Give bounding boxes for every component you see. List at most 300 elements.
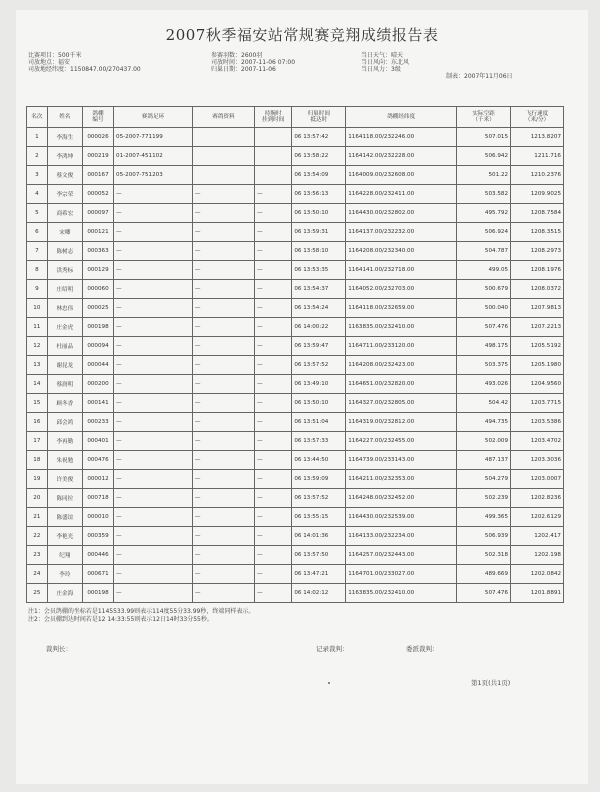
table-row [27,299,564,318]
table-cell: 000233 [82,413,113,432]
meta-line: 当日天气：晴天 [361,52,404,59]
table-cell [192,166,254,185]
table-cell: — [114,299,193,318]
table-cell: — [255,337,292,356]
table-cell: — [114,508,193,527]
table-cell: 1208.7584 [511,204,564,223]
column-header: 姓名 [47,107,82,128]
table-cell: 1208.3515 [511,223,564,242]
table-row [27,508,564,527]
table-cell: 06 13:57:33 [292,432,346,451]
table-cell: 许美俊 [47,470,82,489]
table-cell: 487.137 [457,451,511,470]
table-cell: 504.42 [457,394,511,413]
table-cell: 2 [27,147,48,166]
table-cell: — [255,280,292,299]
table-cell: 06 13:50:10 [292,204,346,223]
table-cell: 06 13:54:09 [292,166,346,185]
table-row [27,375,564,394]
table-cell: 1202.6129 [511,508,564,527]
table-cell: 1211.716 [511,147,564,166]
table-row [27,242,564,261]
table-cell: — [192,489,254,508]
table-cell: 1164227.00/232455.00 [346,432,457,451]
table-cell: 498.175 [457,337,511,356]
meta-race-info [28,52,141,74]
table-cell: 邱会鸿 [47,413,82,432]
table-cell: — [114,394,193,413]
table-cell: 493.026 [457,375,511,394]
table-cell: 1207.9813 [511,299,564,318]
table-cell [255,166,292,185]
table-cell: — [192,280,254,299]
table-cell: 1202.198 [511,546,564,565]
table-cell: 000198 [82,318,113,337]
table-cell: 杜丽品 [47,337,82,356]
table-cell: 494.735 [457,413,511,432]
table-cell: 谢昆龙 [47,356,82,375]
table-cell: 06 13:56:13 [292,185,346,204]
table-cell: 1203.7715 [511,394,564,413]
table-cell: 000198 [82,584,113,603]
table-cell: — [114,565,193,584]
table-cell: 000044 [82,356,113,375]
table-cell: — [192,470,254,489]
table-cell: — [114,261,193,280]
table-cell: — [255,356,292,375]
table-cell: 10 [27,299,48,318]
table-cell: 06 13:47:21 [292,565,346,584]
table-cell: — [255,204,292,223]
table-cell: 000012 [82,470,113,489]
table-cell: — [192,261,254,280]
column-header: 归巢时间 抵达时 [292,107,346,128]
table-cell: 000121 [82,223,113,242]
table-cell: 8 [27,261,48,280]
column-header: 鸽棚 编号 [82,107,113,128]
table-cell: 000359 [82,527,113,546]
table-cell: 06 13:58:10 [292,242,346,261]
table-cell [192,128,254,147]
table-cell: 1207.2213 [511,318,564,337]
table-cell: 陈树志 [47,242,82,261]
table-cell: 06 13:54:24 [292,299,346,318]
table-row [27,128,564,147]
table-cell: — [114,546,193,565]
table-cell [255,128,292,147]
report-sheet [16,10,588,784]
table-cell: 000401 [82,432,113,451]
table-cell: 495.792 [457,204,511,223]
table-row [27,356,564,375]
table-row [27,280,564,299]
table-cell: 06 14:01:36 [292,527,346,546]
table-row [27,527,564,546]
table-cell: 000060 [82,280,113,299]
table-cell: 1202.8236 [511,489,564,508]
table-cell: 1164319.00/232812.00 [346,413,457,432]
table-cell: 庄金海 [47,584,82,603]
table-cell: 06 13:57:42 [292,128,346,147]
table-cell: 6 [27,223,48,242]
table-cell: — [192,546,254,565]
table-cell: 1203.4702 [511,432,564,451]
table-cell: 499.365 [457,508,511,527]
table-cell: 1164118.00/232659.00 [346,299,457,318]
table-cell: 13 [27,356,48,375]
table-cell: 504.787 [457,242,511,261]
table-cell: — [114,337,193,356]
table-cell: — [192,356,254,375]
meta-prepared-date: 制表：2007年11月06日 [446,73,513,80]
table-cell: 501.22 [457,166,511,185]
column-header: 赛鸽资料 [192,107,254,128]
table-cell: 06 13:59:31 [292,223,346,242]
table-cell: 1164327.00/232805.00 [346,394,457,413]
table-header-row [27,107,564,128]
table-cell: 000129 [82,261,113,280]
recorder-signature-label: 记录裁判： [316,645,349,653]
table-row [27,147,564,166]
table-cell: 06 13:57:52 [292,356,346,375]
table-cell: 06 13:44:50 [292,451,346,470]
table-cell: — [192,432,254,451]
table-cell: 1164208.00/232340.00 [346,242,457,261]
table-row [27,337,564,356]
table-cell: 15 [27,394,48,413]
table-row [27,261,564,280]
table-cell: 1164052.00/232703.00 [346,280,457,299]
table-cell: 507.476 [457,318,511,337]
table-cell: 503.375 [457,356,511,375]
table-cell: 1205.5192 [511,337,564,356]
meta-line: 司放时间：2007-11-06 07:00 [211,59,296,67]
table-cell: 庄绍明 [47,280,82,299]
table-cell: — [255,584,292,603]
table-cell: 1209.9025 [511,185,564,204]
table-cell: 06 13:57:52 [292,489,346,508]
table-cell: — [114,375,193,394]
table-cell [255,147,292,166]
table-cell: 1203.0007 [511,470,564,489]
table-row [27,489,564,508]
column-header: 持腕时 挂到时间 [255,107,292,128]
column-header: 实际空距 （千米） [457,107,511,128]
table-cell: — [255,394,292,413]
table-cell: 陈同拉 [47,489,82,508]
table-cell: 06 13:51:04 [292,413,346,432]
table-cell: 1164142.00/232228.00 [346,147,457,166]
column-header: 赛鸽足环 [114,107,193,128]
table-cell: 李再勤 [47,432,82,451]
table-cell: — [255,261,292,280]
table-cell: 000167 [82,166,113,185]
column-header: 飞行速度 （米/分） [511,107,564,128]
table-cell: 21 [27,508,48,527]
table-cell: 12 [27,337,48,356]
table-cell: 1164009.00/232608.00 [346,166,457,185]
table-cell: — [192,185,254,204]
table-cell: 000446 [82,546,113,565]
table-cell: 500.040 [457,299,511,318]
table-cell: — [255,432,292,451]
table-cell: — [114,413,193,432]
column-header: 名次 [27,107,48,128]
table-cell: 11 [27,318,48,337]
table-row [27,223,564,242]
table-cell: — [192,584,254,603]
table-cell: 1164430.00/232539.00 [346,508,457,527]
table-cell: 06 13:59:47 [292,337,346,356]
table-cell: — [255,508,292,527]
table-cell: 502.009 [457,432,511,451]
table-cell: 1163835.00/232410.00 [346,318,457,337]
table-row [27,204,564,223]
table-cell: 507.476 [457,584,511,603]
table-cell: — [255,185,292,204]
table-cell: 1164651.00/232820.00 [346,375,457,394]
table-cell: 洪秀标 [47,261,82,280]
table-cell: 宋卿 [47,223,82,242]
table-cell: — [192,375,254,394]
table-cell: 李艳光 [47,527,82,546]
table-cell: — [114,242,193,261]
meta-line: 当日风力：3级 [361,66,401,74]
table-cell: 05-2007-771199 [114,128,193,147]
table-cell: 06 13:54:37 [292,280,346,299]
table-cell: — [192,223,254,242]
table-cell: 500.679 [457,280,511,299]
table-cell: 06 13:49:10 [292,375,346,394]
table-cell: 20 [27,489,48,508]
table-cell: 06 13:58:22 [292,147,346,166]
meta-weather-info [361,52,409,74]
footnote: 注1：会员鸽棚的坐标若是1145533.99则表示114度55分33.99秒，终端同样表示。 [28,608,255,615]
table-row [27,546,564,565]
table-cell: — [192,413,254,432]
table-cell: 000094 [82,337,113,356]
table-cell: 李宗荣 [47,185,82,204]
table-cell: 1202.0842 [511,565,564,584]
table-cell: 06 14:00:22 [292,318,346,337]
table-cell: 22 [27,527,48,546]
ink-dot [328,682,330,684]
table-cell: 1208.2973 [511,242,564,261]
table-cell: — [255,375,292,394]
table-cell: 506.924 [457,223,511,242]
reviewer-signature-label: 委派裁判： [406,645,439,653]
table-cell: 1208.0372 [511,280,564,299]
table-cell: — [114,470,193,489]
table-cell: — [114,432,193,451]
table-cell: 1164118.00/232246.00 [346,128,457,147]
table-cell: 000476 [82,451,113,470]
page-number: 第1页(共1页) [471,679,511,687]
results-table [26,106,564,603]
table-cell: — [255,299,292,318]
table-row [27,166,564,185]
table-cell: 庄金虎 [47,318,82,337]
table-cell: 1164211.00/232353.00 [346,470,457,489]
table-cell: — [114,489,193,508]
table-cell: 06 13:53:35 [292,261,346,280]
table-row [27,584,564,603]
table-cell: 25 [27,584,48,603]
table-cell: — [255,527,292,546]
table-cell: — [255,489,292,508]
table-cell: — [192,337,254,356]
table-cell: — [255,470,292,489]
table-cell: 1203.3036 [511,451,564,470]
table-cell: — [192,318,254,337]
table-cell: — [192,527,254,546]
table-body [27,128,564,603]
table-cell: 9 [27,280,48,299]
referee-signature-label: 裁判长： [46,645,72,653]
table-cell: 06 13:57:50 [292,546,346,565]
table-cell: 1164257.00/232443.00 [346,546,457,565]
table-row [27,413,564,432]
table-cell: — [114,527,193,546]
table-cell: 18 [27,451,48,470]
table-cell: 1205.1980 [511,356,564,375]
table-cell: 1164248.00/232452.00 [346,489,457,508]
table-cell: 000219 [82,147,113,166]
table-cell: — [255,546,292,565]
meta-release-info [211,52,295,74]
table-cell: 504.279 [457,470,511,489]
table-cell: 1164133.00/232234.00 [346,527,457,546]
table-cell: 507.015 [457,128,511,147]
table-cell: 1201.8891 [511,584,564,603]
table-cell: — [255,242,292,261]
table-cell: 06 13:59:09 [292,470,346,489]
table-row [27,394,564,413]
table-cell: 14 [27,375,48,394]
table-cell: 506.942 [457,147,511,166]
table-cell: 16 [27,413,48,432]
table-cell: — [255,413,292,432]
table-cell: 000200 [82,375,113,394]
table-cell: — [255,451,292,470]
table-cell: — [192,204,254,223]
table-cell: 1164701.00/233027.00 [346,565,457,584]
table-cell: 陈盛谊 [47,508,82,527]
table-cell: 000010 [82,508,113,527]
table-row [27,318,564,337]
table-cell: 05-2007-751203 [114,166,193,185]
column-header: 鸽棚经纬度 [346,107,457,128]
table-cell: — [114,356,193,375]
table-cell: 纪翔 [47,546,82,565]
table-cell: — [255,223,292,242]
table-cell: 1208.1976 [511,261,564,280]
table-cell: 4 [27,185,48,204]
table-cell: 489.669 [457,565,511,584]
table-cell: 1164739.00/233143.00 [346,451,457,470]
meta-line: 当日风向：东北风 [361,59,410,67]
table-cell: 1202.417 [511,527,564,546]
table-cell: 顾冬香 [47,394,82,413]
table-cell: 5 [27,204,48,223]
table-cell: 1204.9560 [511,375,564,394]
table-cell: 1164141.00/232718.00 [346,261,457,280]
table-cell: 李玲 [47,565,82,584]
meta-line: 比赛项目：500千米 [28,52,82,59]
table-cell: — [255,318,292,337]
table-cell: 000025 [82,299,113,318]
table-cell: 06 14:02:12 [292,584,346,603]
table-cell: 3 [27,166,48,185]
table-cell: 1163835.00/232410.00 [346,584,457,603]
table-cell: 1213.8207 [511,128,564,147]
table-cell: — [192,394,254,413]
meta-line: 司放地经纬度：1150847.00/270437.00 [28,66,141,74]
table-cell: 24 [27,565,48,584]
table-cell: — [114,223,193,242]
meta-line: 司放地点：福安 [28,59,71,67]
table-cell: — [114,451,193,470]
table-cell: — [114,280,193,299]
table-cell: 1164228.00/232411.00 [346,185,457,204]
table-cell: 蔡文俊 [47,166,82,185]
table-cell: 商希宏 [47,204,82,223]
table-cell: 000026 [82,128,113,147]
table-cell: 林忠伟 [47,299,82,318]
table-cell: 1164711.00/233120.00 [346,337,457,356]
table-cell: 000097 [82,204,113,223]
table-cell: 000141 [82,394,113,413]
table-cell: 502.239 [457,489,511,508]
table-cell: — [192,299,254,318]
table-cell: — [255,565,292,584]
table-cell: 000718 [82,489,113,508]
table-row [27,451,564,470]
table-cell: 1210.2376 [511,166,564,185]
table-cell: 1 [27,128,48,147]
footnotes [28,608,254,624]
table-cell: — [192,451,254,470]
table-row [27,565,564,584]
table-cell: — [114,185,193,204]
table-cell: 7 [27,242,48,261]
footnote: 注2：会员棚到达时间若是12 14:33:55则表示12日14时33分55秒。 [28,616,213,623]
table-cell: 502.318 [457,546,511,565]
meta-line: 归巢日期：2007-11-06 [211,66,276,74]
table-cell: — [114,584,193,603]
table-cell: 499.05 [457,261,511,280]
table-cell: 朱祝勉 [47,451,82,470]
table-cell: 17 [27,432,48,451]
table-cell: 1164208.00/232423.00 [346,356,457,375]
table-cell: — [114,318,193,337]
table-cell: 李海生 [47,128,82,147]
table-row [27,185,564,204]
table-cell: — [192,565,254,584]
table-cell: 李鸿坤 [47,147,82,166]
report-title: 2007秋季福安站常规赛竞翔成绩报告表 [165,26,439,44]
table-cell: — [192,242,254,261]
table-cell: 503.582 [457,185,511,204]
table-cell: 000363 [82,242,113,261]
table-row [27,470,564,489]
table-cell: 06 13:50:10 [292,394,346,413]
table-cell: 1164430.00/232802.00 [346,204,457,223]
table-cell: 1164137.00/232232.00 [346,223,457,242]
table-cell: 000052 [82,185,113,204]
table-cell: 1203.5386 [511,413,564,432]
table-cell: 506.939 [457,527,511,546]
